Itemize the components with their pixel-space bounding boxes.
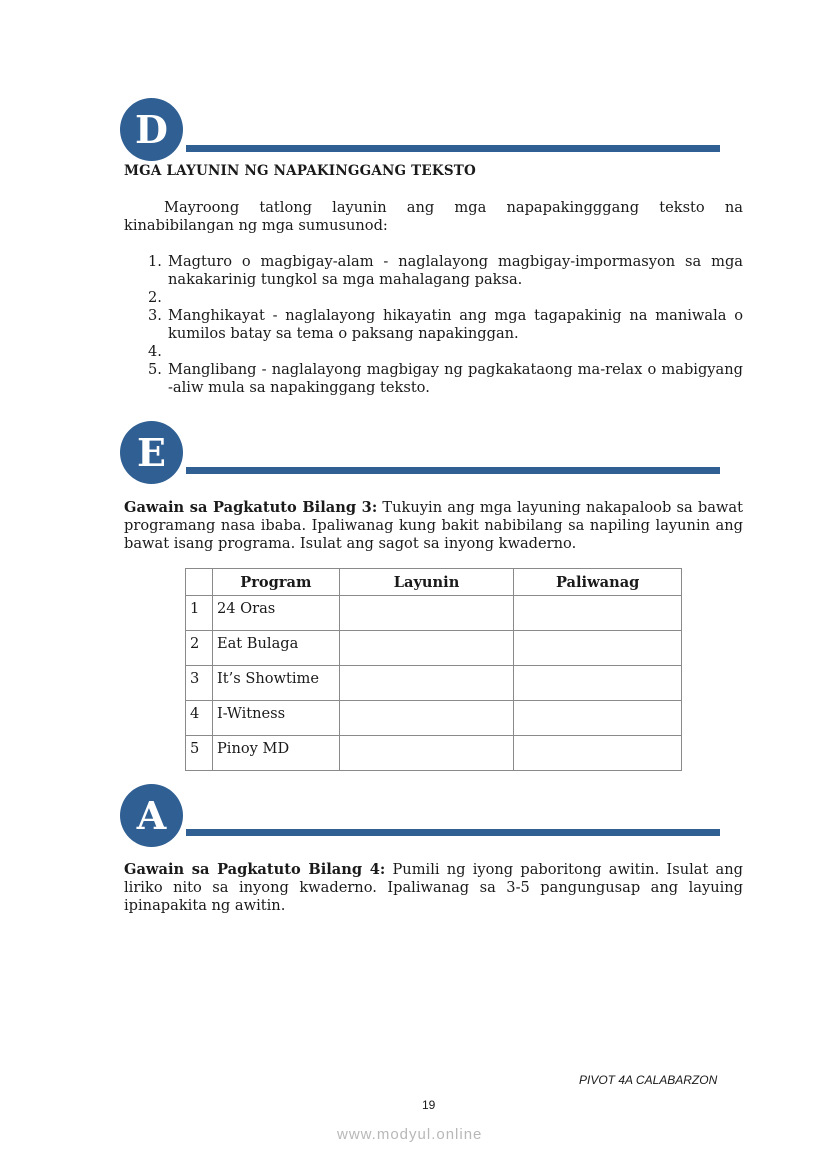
section-d-badge: [120, 98, 183, 161]
list-item: [148, 343, 743, 361]
list-item-text: Magturo o magbigay-alam - naglalayong magbigay-impormasyon sa mga nakakarinig tungkol sa mga mahalagang paksa.: [168, 253, 743, 288]
header-paliwanag: Paliwanag: [514, 569, 682, 596]
section-d-rule: [186, 145, 720, 152]
list-item-number: 2.: [148, 289, 162, 306]
list-item-number: 4.: [148, 343, 162, 360]
row-program: It’s Showtime: [212, 666, 339, 701]
row-paliwanag: [514, 596, 682, 631]
row-layunin: [339, 596, 514, 631]
table-row: [186, 736, 682, 771]
list-item: [148, 307, 743, 343]
row-number: 5: [186, 736, 213, 771]
program-table: [185, 568, 682, 771]
row-layunin: [339, 736, 514, 771]
section-e-rule: [186, 467, 720, 474]
row-number: 2: [186, 631, 213, 666]
section-d-intro-text: Mayroong tatlong layunin ang mga napapakingggang teksto na kinabibilangan ng mga sumusunod:: [124, 199, 743, 234]
list-item-text: Manghikayat - naglalayong hikayatin ang mga tagapakinig na maniwala o kumilos batay sa tema o paksang napakinggan.: [168, 307, 743, 342]
table-row: [186, 631, 682, 666]
row-number: 4: [186, 701, 213, 736]
row-number: 1: [186, 596, 213, 631]
header-number: [186, 569, 213, 596]
row-layunin: [339, 631, 514, 666]
footer-brand: PIVOT 4A CALABARZON: [579, 1073, 718, 1087]
row-program: Pinoy MD: [212, 736, 339, 771]
list-item-number: 5.: [148, 361, 162, 378]
section-a-letter: A: [136, 793, 167, 838]
section-a-rule: [186, 829, 720, 836]
row-program: Eat Bulaga: [212, 631, 339, 666]
section-e-task-text: Tukuyin ang mga layuning nakapaloob sa bawat programang nasa ibaba. Ipaliwanag kung bakit nabibilang sa napiling layunin ang bawat isang programa. Isulat ang sagot sa inyong kwaderno.: [124, 499, 743, 552]
header-program: Program: [212, 569, 339, 596]
row-layunin: [339, 701, 514, 736]
section-e-badge: [120, 421, 183, 484]
list-item: [148, 253, 743, 289]
section-a-task-text: Pumili ng iyong paboritong awitin. Isulat ang liriko nito sa inyong kwaderno. Ipaliwanag sa 3-5 pangungusap ang layuing ipinapakita ng awitin.: [124, 861, 743, 914]
list-item: [148, 289, 743, 307]
section-d-title: MGA LAYUNIN NG NAPAKINGGANG TEKSTO: [124, 163, 476, 179]
section-e-letter: E: [137, 430, 166, 475]
header-layunin: Layunin: [339, 569, 514, 596]
section-a-badge: [120, 784, 183, 847]
table-header-row: [186, 569, 682, 596]
row-number: 3: [186, 666, 213, 701]
table-row: [186, 701, 682, 736]
section-d-letter: D: [135, 107, 168, 152]
section-e-task-label: Gawain sa Pagkatuto Bilang 3:: [124, 499, 378, 516]
row-layunin: [339, 666, 514, 701]
list-item-number: 3.: [148, 307, 162, 324]
list-item-text: Manglibang - naglalayong magbigay ng pagkakataong ma-relax o mabigyang -aliw mula sa napakinggang teksto.: [168, 361, 743, 396]
list-item: [148, 361, 743, 397]
page-number: 19: [422, 1098, 436, 1112]
row-paliwanag: [514, 631, 682, 666]
section-a-task: [124, 861, 743, 915]
watermark: www.modyul.online: [337, 1126, 483, 1143]
table-row: [186, 596, 682, 631]
section-a-task-label: Gawain sa Pagkatuto Bilang 4:: [124, 861, 386, 878]
section-e-task: [124, 499, 743, 553]
layunin-list: [148, 253, 743, 397]
table-row: [186, 666, 682, 701]
section-d-intro: [124, 199, 743, 235]
row-paliwanag: [514, 666, 682, 701]
row-program: I-Witness: [212, 701, 339, 736]
row-paliwanag: [514, 701, 682, 736]
row-program: 24 Oras: [212, 596, 339, 631]
row-paliwanag: [514, 736, 682, 771]
list-item-number: 1.: [148, 253, 162, 270]
